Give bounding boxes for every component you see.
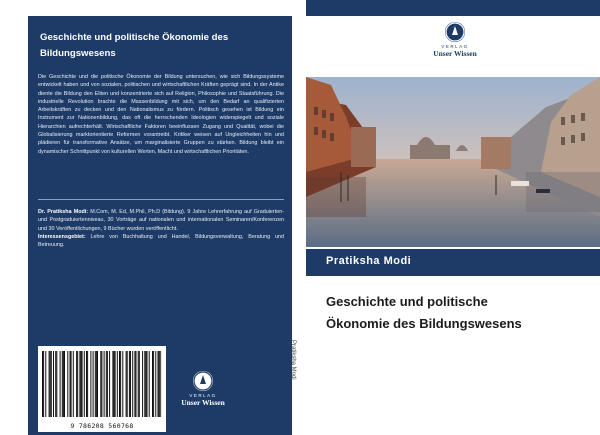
author-band [306,249,600,276]
front-publisher-name: Unser Wissen [433,49,477,58]
back-publisher-name: Unser Wissen [181,398,225,407]
back-publisher-verlag: VERLAG [189,393,217,398]
barcode-bars [42,351,162,417]
author-bio-label: Dr. Pratiksha Modi: [38,209,89,215]
back-cover [28,16,292,435]
back-divider [38,199,284,200]
publisher-emblem-icon [445,22,465,42]
front-cover-title [326,291,586,335]
interests-label: Interessensgebiet: [38,233,86,240]
back-publisher-logo [173,371,233,407]
front-author-name: Pratiksha Modi [326,255,412,267]
isbn-digits: 9 786208 560768 [70,422,134,430]
front-title-line-1: Geschichte und politische [326,294,488,309]
author-bio [38,208,284,249]
front-top-bar [306,0,600,16]
interests-text: Lehre von Buchhaltung und Handel, Bildungsverwaltung, Beratung und Betreuung. [38,233,284,249]
spine-author: Pratiksha Modi [290,340,296,380]
publisher-emblem-icon [193,371,213,391]
isbn-barcode [38,346,166,432]
back-cover-title: Geschichte und politische Ökonomie des Bildungswesens [40,32,229,59]
front-title-line-2: Ökonomie des Bildungswesens [326,316,522,331]
front-publisher-logo [425,22,485,58]
back-cover-description: Die Geschichte und die politische Ökonomie der Bildung untersuchen, wie sich Bildungssysteme entwickelt haben und von sozialen, politischen und wirtschaftlichen Kräften geprägt sind. In der Antike diente die Bildung den Eliten und konzentrierte sich auf Religion, Philosophie und Staatsführung. Die industrielle Revolution brachte die Massenbildung mit sich, um den Bedarf an qualifizierten Arbeitskräften zu decken und den Nationalismus zu fördern. Politisch gesehen ist Bildung ein Instrument zur Nationenbildung, das oft die herrschenden Ideologien widerspiegelt und soziale Hierarchien aufrechterhält. Wirtschaftliche Faktoren beeinflussen Zugang und Qualität, wobei die Globalisierung marktorientierte Reformen vorantreibt. Kritiker weisen auf Ungleichheiten hin und plädieren für transformative Ansätze, um marginalisierte Gruppen zu stärken. Bildung bleibt ein dynamischer Schnittpunkt von kulturellen Werten, Macht und wirtschaftlichen Prioritäten. [38,74,284,155]
cover-photo-venice [306,77,600,247]
author-bio-text: M.Com, M. Ed, M.Phil, Ph.D (Bildung). 9 Jahre Lehrerfahrung auf Graduierten- und Postgraduiertenniveau, 30 Vorträge auf nationalen und internationalen Seminaren/Konferenzen und 30 Veröffentlichungen, 9 Bücher wurden veröffentlicht. [38,209,284,232]
front-publisher-verlag: VERLAG [441,44,469,49]
